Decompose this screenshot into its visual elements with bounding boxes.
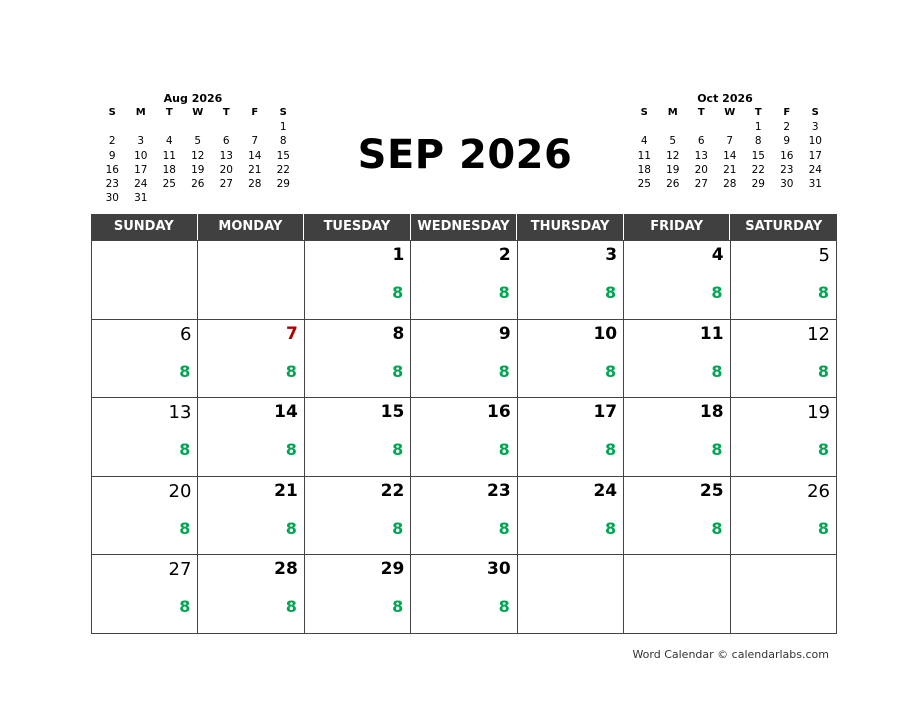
day-value: 8 <box>817 518 829 538</box>
day-cell[interactable] <box>624 398 730 477</box>
day-value: 8 <box>392 518 404 538</box>
day-number: 11 <box>699 323 724 344</box>
day-number: 23 <box>487 480 511 501</box>
day-value: 8 <box>498 518 510 538</box>
mini-day-cell: 17 <box>134 163 148 176</box>
day-number: 6 <box>179 323 192 345</box>
mini-day-cell: 11 <box>637 149 651 162</box>
mini-day-cell: 14 <box>723 149 737 162</box>
day-value: 8 <box>285 518 297 538</box>
day-cell[interactable] <box>731 398 837 477</box>
day-value: 8 <box>817 283 829 302</box>
mini-weekday-header: S <box>640 107 648 118</box>
day-cell[interactable] <box>92 477 198 556</box>
day-value: 8 <box>605 361 617 381</box>
mini-day-cell <box>241 191 270 205</box>
day-cell[interactable] <box>518 398 624 477</box>
mini-day-cell: 17 <box>808 149 822 162</box>
day-number: 27 <box>168 559 192 581</box>
mini-day-cell <box>630 120 659 134</box>
day-number: 24 <box>593 480 618 501</box>
mini-day-cell: 8 <box>279 135 287 148</box>
mini-day-cell: 10 <box>808 135 822 148</box>
weekday-header: FRIDAY <box>624 214 731 240</box>
mini-day-cell: 14 <box>248 149 262 162</box>
mini-day-cell: 1 <box>279 121 287 134</box>
day-number: 2 <box>498 245 511 265</box>
day-cell[interactable] <box>411 398 517 477</box>
mini-day-cell: 7 <box>251 135 259 148</box>
day-number: 5 <box>818 245 830 266</box>
day-cell[interactable] <box>518 320 624 399</box>
mini-weekday-header: M <box>135 107 146 118</box>
mini-day-cell: 15 <box>751 149 765 162</box>
day-cell[interactable] <box>198 477 304 556</box>
mini-day-cell: 24 <box>808 163 822 176</box>
mini-day-cell: 22 <box>751 163 765 176</box>
mini-day-cell: 27 <box>219 177 233 190</box>
footer-credit: Word Calendar © calendarlabs.com <box>632 648 829 661</box>
mini-day-cell: 21 <box>723 163 737 176</box>
day-cell[interactable] <box>305 320 411 399</box>
mini-day-cell: 23 <box>105 177 119 190</box>
mini-day-cell: 23 <box>780 163 794 176</box>
mini-day-cell: 2 <box>783 121 791 134</box>
day-value: 8 <box>605 283 617 302</box>
mini-day-cell: 31 <box>808 177 822 190</box>
day-number: 29 <box>380 559 405 580</box>
day-cell[interactable] <box>624 241 730 320</box>
mini-day-cell <box>184 191 213 205</box>
mini-day-cell: 26 <box>666 177 680 190</box>
mini-day-cell: 10 <box>134 149 148 162</box>
day-value: 8 <box>711 518 723 538</box>
day-cell[interactable] <box>92 555 198 634</box>
mini-day-cell: 25 <box>162 177 176 190</box>
day-value: 8 <box>392 597 404 617</box>
day-number: 7 <box>286 323 298 344</box>
prev-month-title: Aug 2026 <box>163 92 223 105</box>
mini-day-cell: 12 <box>666 149 680 162</box>
weekday-header: TUESDAY <box>304 214 411 240</box>
mini-day-cell: 21 <box>248 163 262 176</box>
day-value: 8 <box>711 361 723 381</box>
day-cell[interactable] <box>92 241 198 320</box>
prev-month-grid <box>98 106 288 205</box>
day-cell[interactable] <box>731 241 837 320</box>
day-number: 17 <box>593 402 618 423</box>
page-title: SEP 2026 <box>357 132 573 178</box>
day-grid <box>91 240 837 634</box>
day-value: 8 <box>179 518 191 538</box>
mini-day-cell: 19 <box>666 163 680 176</box>
day-cell[interactable] <box>518 555 624 634</box>
day-cell[interactable] <box>731 320 837 399</box>
mini-day-cell: 4 <box>165 135 173 148</box>
mini-day-cell <box>127 120 156 134</box>
mini-weekday-header: T <box>697 107 705 118</box>
mini-weekday-header: S <box>279 107 287 118</box>
day-cell[interactable] <box>198 320 304 399</box>
mini-weekday-header: F <box>251 107 259 118</box>
day-cell[interactable] <box>198 555 304 634</box>
mini-day-cell: 16 <box>780 149 794 162</box>
mini-day-cell: 29 <box>276 177 290 190</box>
day-value: 8 <box>498 283 510 302</box>
prev-month-mini-calendar <box>98 92 288 205</box>
mini-day-cell: 13 <box>694 149 708 162</box>
day-cell[interactable] <box>305 477 411 556</box>
day-number: 22 <box>380 480 405 501</box>
day-number: 28 <box>274 559 298 580</box>
day-cell[interactable] <box>92 320 198 399</box>
day-value: 8 <box>711 283 723 302</box>
mini-weekday-header: M <box>667 107 678 118</box>
mini-day-cell: 15 <box>276 149 290 162</box>
mini-day-cell: 11 <box>162 149 176 162</box>
mini-day-cell: 3 <box>137 135 145 148</box>
mini-day-cell: 29 <box>751 177 765 190</box>
day-cell[interactable] <box>518 241 624 320</box>
mini-day-cell: 22 <box>276 163 290 176</box>
mini-day-cell: 3 <box>811 121 819 134</box>
mini-day-cell: 18 <box>637 163 651 176</box>
day-value: 8 <box>285 597 297 617</box>
month-calendar <box>91 214 837 634</box>
day-cell[interactable] <box>198 398 304 477</box>
next-month-grid <box>630 106 820 191</box>
day-value: 8 <box>605 518 617 538</box>
day-number: 9 <box>498 323 511 344</box>
mini-weekday-header: S <box>811 107 819 118</box>
day-number: 8 <box>392 323 405 344</box>
mini-day-cell: 6 <box>697 135 705 148</box>
day-number: 26 <box>807 480 830 502</box>
day-number: 15 <box>380 402 405 423</box>
mini-day-cell: 19 <box>191 163 205 176</box>
mini-day-cell <box>98 120 127 134</box>
mini-weekday-header: T <box>222 107 230 118</box>
mini-day-cell: 28 <box>723 177 737 190</box>
mini-day-cell: 31 <box>134 192 148 205</box>
mini-day-cell: 30 <box>780 177 794 190</box>
day-cell[interactable] <box>92 398 198 477</box>
day-number: 16 <box>487 402 511 423</box>
mini-day-cell: 24 <box>134 177 148 190</box>
weekday-header: MONDAY <box>198 214 305 240</box>
day-number: 19 <box>807 402 830 424</box>
day-cell[interactable] <box>411 477 517 556</box>
mini-day-cell: 5 <box>669 135 677 148</box>
mini-day-cell: 7 <box>726 135 734 148</box>
day-cell[interactable] <box>518 477 624 556</box>
weekday-header: WEDNESDAY <box>411 214 518 240</box>
day-number: 18 <box>699 402 724 423</box>
mini-day-cell: 1 <box>754 121 762 134</box>
mini-day-cell <box>241 120 270 134</box>
mini-weekday-header: W <box>724 107 736 118</box>
day-number: 13 <box>168 402 192 424</box>
day-value: 8 <box>498 361 510 381</box>
day-cell[interactable] <box>411 241 517 320</box>
mini-day-cell: 20 <box>694 163 708 176</box>
mini-day-cell: 8 <box>754 135 762 148</box>
weekday-header-row <box>91 214 837 240</box>
day-number: 10 <box>593 323 618 344</box>
day-cell[interactable] <box>198 241 304 320</box>
day-cell[interactable] <box>624 555 730 634</box>
day-number: 20 <box>168 480 192 502</box>
day-cell[interactable] <box>305 241 411 320</box>
day-number: 3 <box>605 245 618 265</box>
weekday-header: SATURDAY <box>745 219 823 234</box>
mini-day-cell <box>659 120 688 134</box>
mini-weekday-header: T <box>165 107 173 118</box>
day-value: 8 <box>179 361 191 381</box>
day-value: 8 <box>285 440 297 460</box>
mini-day-cell <box>716 120 745 134</box>
day-number: 4 <box>711 245 724 265</box>
mini-day-cell <box>687 120 716 134</box>
mini-day-cell <box>212 191 241 205</box>
day-value: 8 <box>392 440 404 460</box>
mini-day-cell <box>212 120 241 134</box>
mini-day-cell <box>184 120 213 134</box>
mini-day-cell: 20 <box>219 163 233 176</box>
day-value: 8 <box>179 597 191 617</box>
mini-day-cell <box>269 191 298 205</box>
day-cell[interactable] <box>731 477 837 556</box>
day-cell[interactable] <box>731 555 837 634</box>
day-cell[interactable] <box>624 320 730 399</box>
mini-day-cell: 13 <box>219 149 233 162</box>
day-value: 8 <box>498 440 510 460</box>
day-cell[interactable] <box>305 555 411 634</box>
day-value: 8 <box>817 361 829 381</box>
day-cell[interactable] <box>305 398 411 477</box>
day-cell[interactable] <box>411 320 517 399</box>
mini-day-cell: 25 <box>637 177 651 190</box>
day-cell[interactable] <box>411 555 517 634</box>
next-month-title: Oct 2026 <box>697 92 753 105</box>
mini-day-cell: 27 <box>694 177 708 190</box>
mini-day-cell: 2 <box>108 135 116 148</box>
mini-day-cell: 16 <box>105 163 119 176</box>
day-cell[interactable] <box>624 477 730 556</box>
day-value: 8 <box>817 440 829 460</box>
mini-day-cell: 5 <box>194 135 202 148</box>
mini-weekday-header: W <box>192 107 204 118</box>
mini-weekday-header: S <box>108 107 116 118</box>
mini-day-cell: 9 <box>783 135 791 148</box>
mini-day-cell: 12 <box>191 149 205 162</box>
mini-day-cell <box>155 191 184 205</box>
weekday-header: SUNDAY <box>91 214 198 240</box>
mini-day-cell <box>155 120 184 134</box>
mini-day-cell: 6 <box>222 135 230 148</box>
next-month-mini-calendar <box>630 92 820 191</box>
day-number: 14 <box>274 402 298 423</box>
day-number: 12 <box>807 323 830 345</box>
day-value: 8 <box>179 440 191 460</box>
mini-day-cell: 9 <box>108 149 116 162</box>
day-value: 8 <box>392 361 404 381</box>
day-number: 30 <box>487 559 511 580</box>
mini-weekday-header: T <box>754 107 762 118</box>
day-number: 25 <box>699 480 724 501</box>
mini-day-cell: 18 <box>162 163 176 176</box>
mini-day-cell: 28 <box>248 177 262 190</box>
day-value: 8 <box>605 440 617 460</box>
day-value: 8 <box>392 283 404 302</box>
mini-day-cell: 30 <box>105 192 119 205</box>
mini-weekday-header: F <box>783 107 791 118</box>
mini-day-cell: 26 <box>191 177 205 190</box>
mini-day-cell: 4 <box>640 135 648 148</box>
weekday-header: THURSDAY <box>517 214 624 240</box>
day-value: 8 <box>711 440 723 460</box>
day-number: 1 <box>392 245 405 265</box>
day-value: 8 <box>285 361 297 381</box>
day-number: 21 <box>274 480 298 501</box>
day-value: 8 <box>498 597 510 617</box>
